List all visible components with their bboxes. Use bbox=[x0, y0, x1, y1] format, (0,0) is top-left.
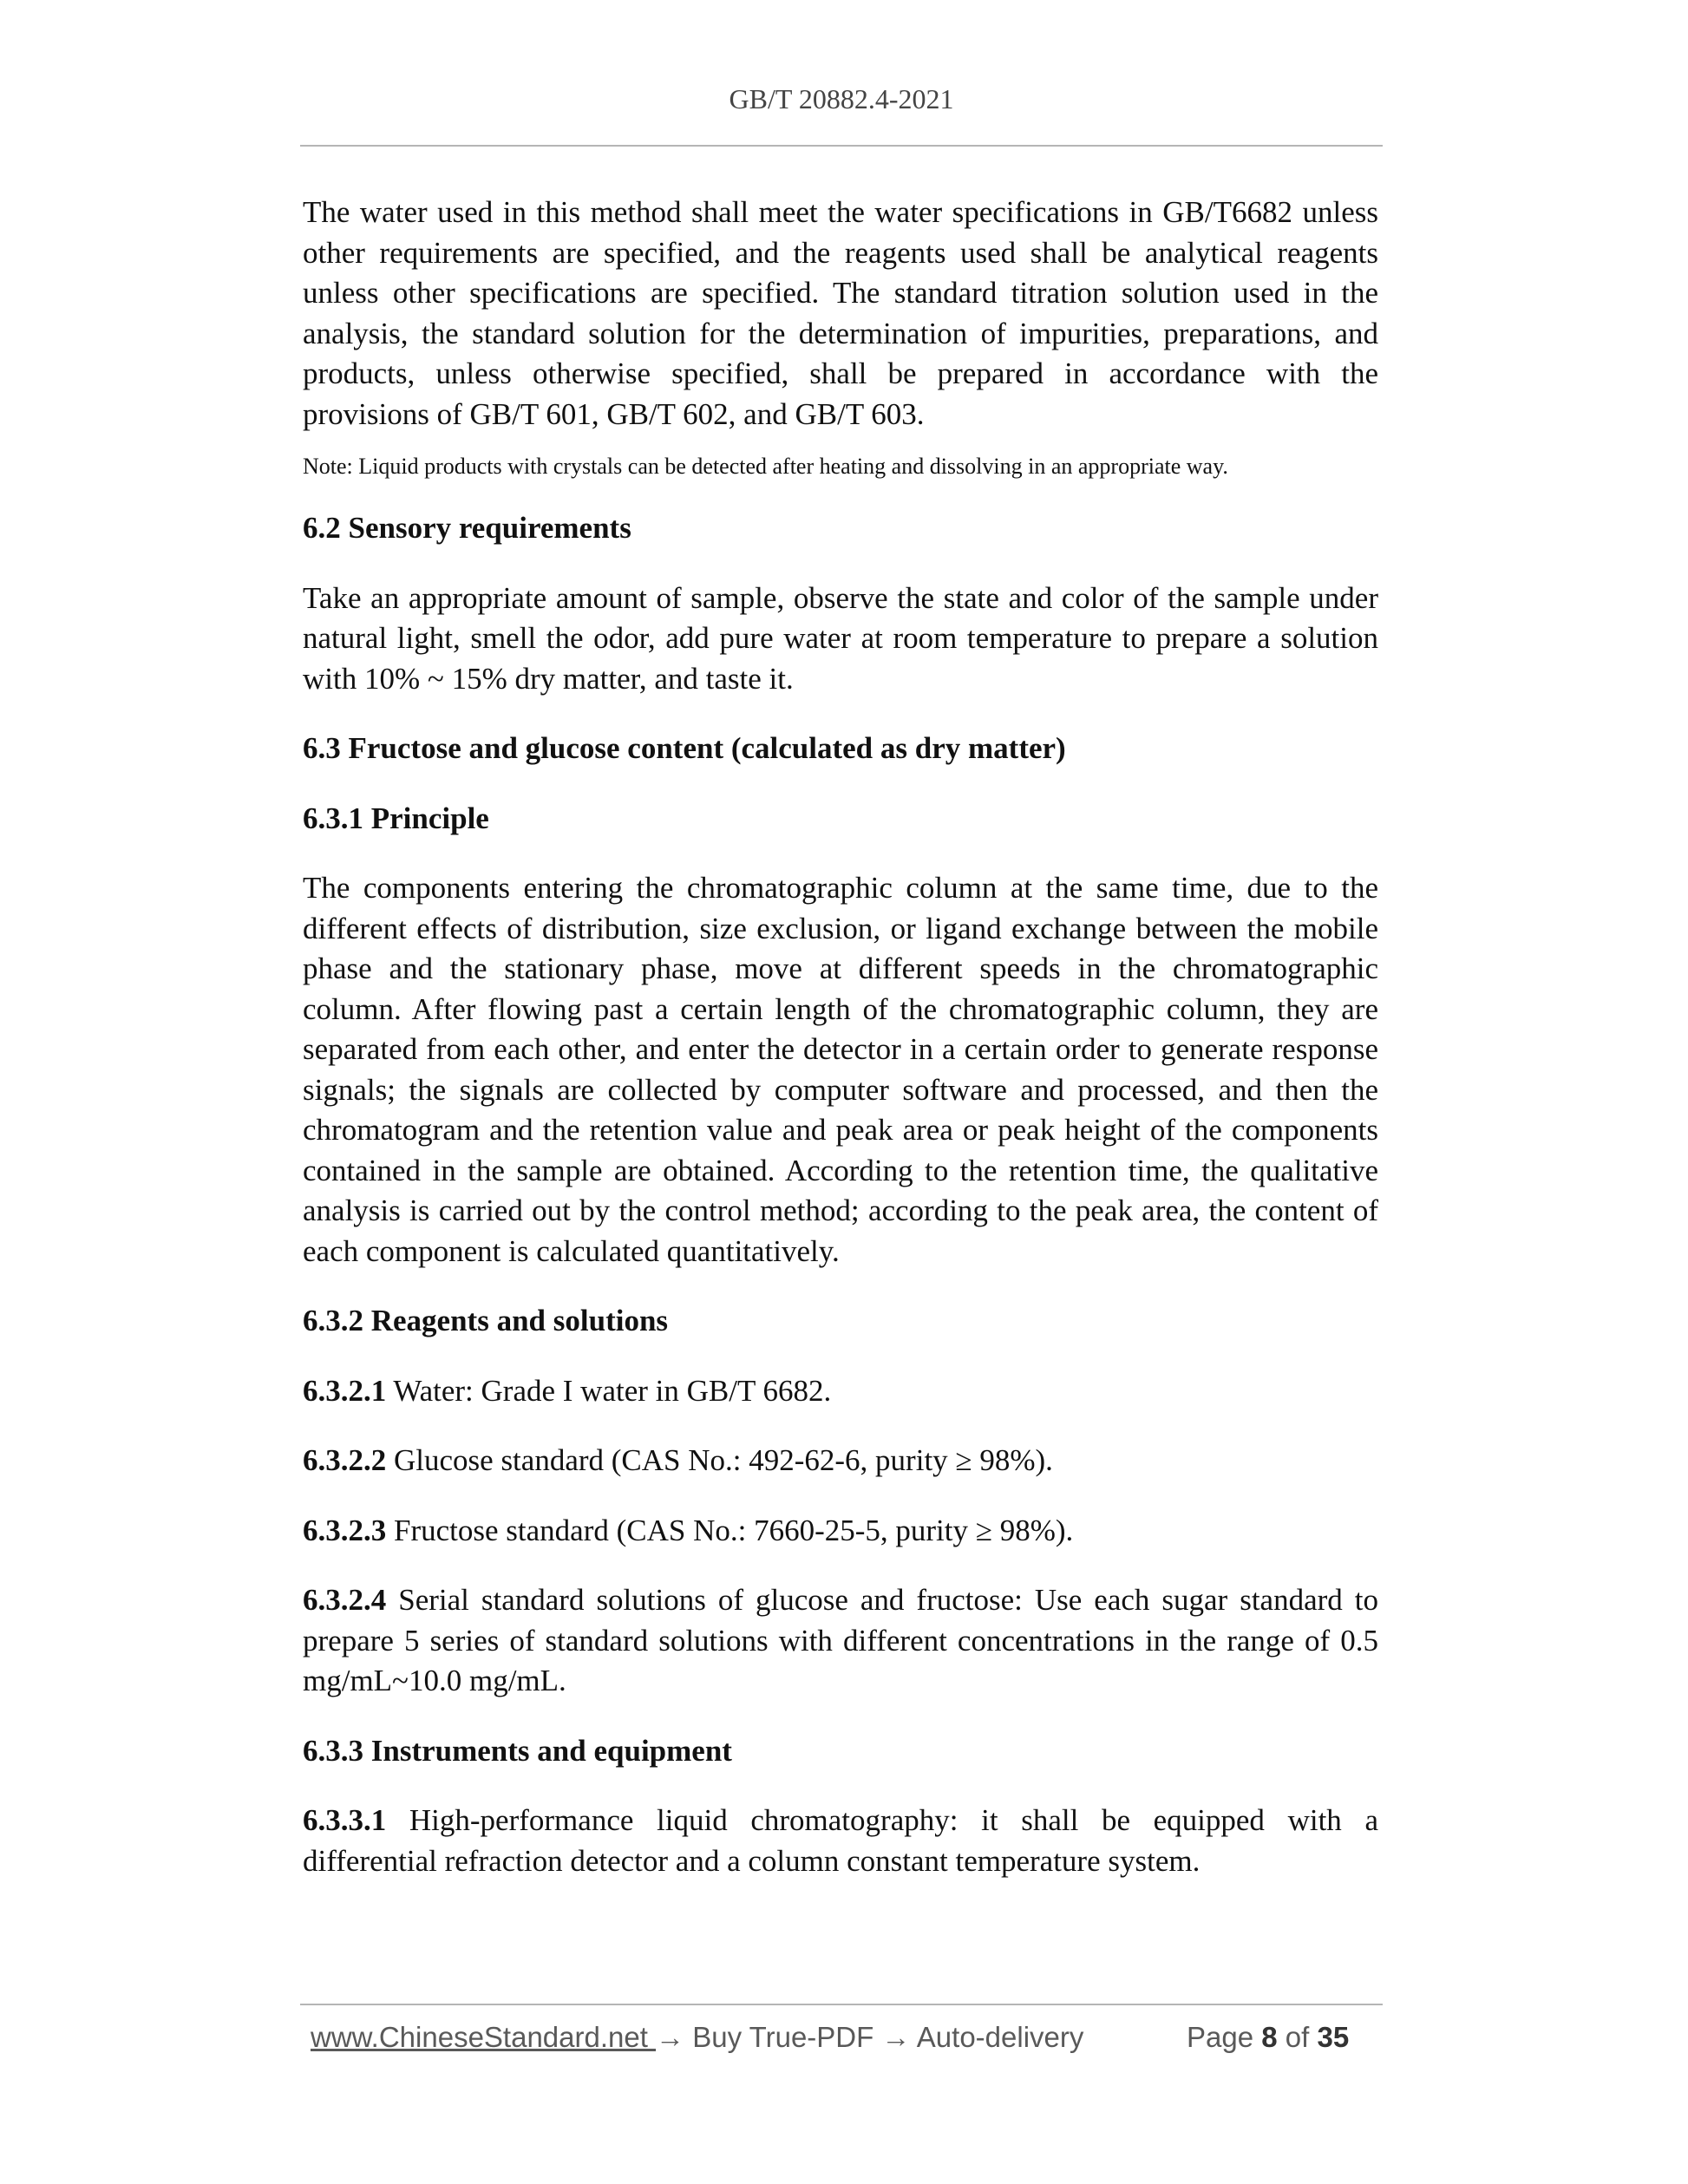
section-heading-6-3-1: 6.3.1 Principle bbox=[303, 801, 489, 835]
note-text: Note: Liquid products with crystals can be detected after heating and dissolving in an appropriate way. bbox=[303, 454, 1228, 479]
page-content bbox=[303, 193, 1378, 1881]
buy-pdf-text: Buy True-PDF bbox=[684, 2021, 882, 2053]
clause-number: 6.3.3.1 bbox=[303, 1803, 387, 1837]
page-number: 8 bbox=[1261, 2021, 1278, 2053]
clause-6-3-3-1 bbox=[303, 1801, 1378, 1881]
clause-6-3-2-3 bbox=[303, 1511, 1378, 1552]
clause-6-3-2-2 bbox=[303, 1441, 1378, 1481]
section-heading-6-2: 6.2 Sensory requirements bbox=[303, 511, 631, 545]
section-heading-6-3-3: 6.3.3 Instruments and equipment bbox=[303, 1733, 732, 1768]
section-heading-6-3: 6.3 Fructose and glucose content (calculated as dry matter) bbox=[303, 731, 1066, 765]
clause-text: Serial standard solutions of glucose and fructose: Use each sugar standard to prepare 5 series of standard solutions with different concentrations in the range of 0.5 mg/mL~10.0 mg/mL. bbox=[303, 1583, 1378, 1697]
header-divider bbox=[300, 145, 1383, 147]
intro-paragraph: The water used in this method shall meet the water specifications in GB/T6682 unless other requirements are specified, and the reagents used shall be analytical reagents unless other specifications are specified. The standard titration solution used in the analysis, the standard solution for the determination of impurities, preparations, and products, unless otherwise specified, shall be prepared in accordance with the provisions of GB/T 601, GB/T 602, and GB/T 603. bbox=[303, 195, 1378, 431]
of-label: of bbox=[1285, 2021, 1310, 2053]
clause-number: 6.3.2.4 bbox=[303, 1583, 387, 1617]
clause-number: 6.3.2.3 bbox=[303, 1513, 387, 1547]
page-label: Page bbox=[1187, 2021, 1254, 2053]
clause-number: 6.3.2.1 bbox=[303, 1373, 387, 1408]
clause-number: 6.3.2.2 bbox=[303, 1443, 387, 1477]
clause-text: Glucose standard (CAS No.: 492-62-6, purity ≥ 98%). bbox=[386, 1443, 1053, 1477]
footer-links bbox=[311, 2021, 1083, 2054]
page-indicator bbox=[1187, 2021, 1349, 2054]
clause-text: High-performance liquid chromatography: it shall be equipped with a differential refraction detector and a column constant temperature system. bbox=[303, 1803, 1378, 1878]
total-pages: 35 bbox=[1317, 2021, 1350, 2053]
website-link[interactable]: www.ChineseStandard.net bbox=[311, 2021, 657, 2053]
clause-text: Water: Grade I water in GB/T 6682. bbox=[386, 1373, 832, 1408]
arrow-right-icon: → bbox=[656, 2021, 685, 2053]
auto-delivery-text: Auto-delivery bbox=[910, 2021, 1084, 2053]
clause-text: Fructose standard (CAS No.: 7660-25-5, purity ≥ 98%). bbox=[386, 1513, 1074, 1547]
document-header: GB/T 20882.4-2021 bbox=[729, 83, 954, 114]
clause-6-3-2-1 bbox=[303, 1371, 1378, 1412]
section-heading-6-3-2: 6.3.2 Reagents and solutions bbox=[303, 1304, 669, 1337]
clause-6-3-2-4 bbox=[303, 1580, 1378, 1702]
sensory-paragraph: Take an appropriate amount of sample, observe the state and color of the sample under natural light, smell the odor, add pure water at room temperature to prepare a solution with 10% ~ 15% dry matter, and taste it. bbox=[303, 580, 1378, 696]
arrow-right-icon: → bbox=[881, 2021, 911, 2053]
principle-paragraph: The components entering the chromatographic column at the same time, due to the different effects of distribution, size exclusion, or ligand exchange between the mobile phase and the stationary phase, move at different speeds in the chromatographic column. After flowing past a certain length of the chromatographic column, they are separated from each other, and enter the detector in a certain order to generate response signals; the signals are collected by computer software and processed, and then the chromatogram and the retention value and peak area or peak height of the components contained in the sample are obtained. According to the retention time, the qualitative analysis is carried out by the control method; according to the peak area, the content of each component is calculated quantitatively. bbox=[303, 871, 1378, 1268]
footer-divider bbox=[300, 2004, 1383, 2005]
